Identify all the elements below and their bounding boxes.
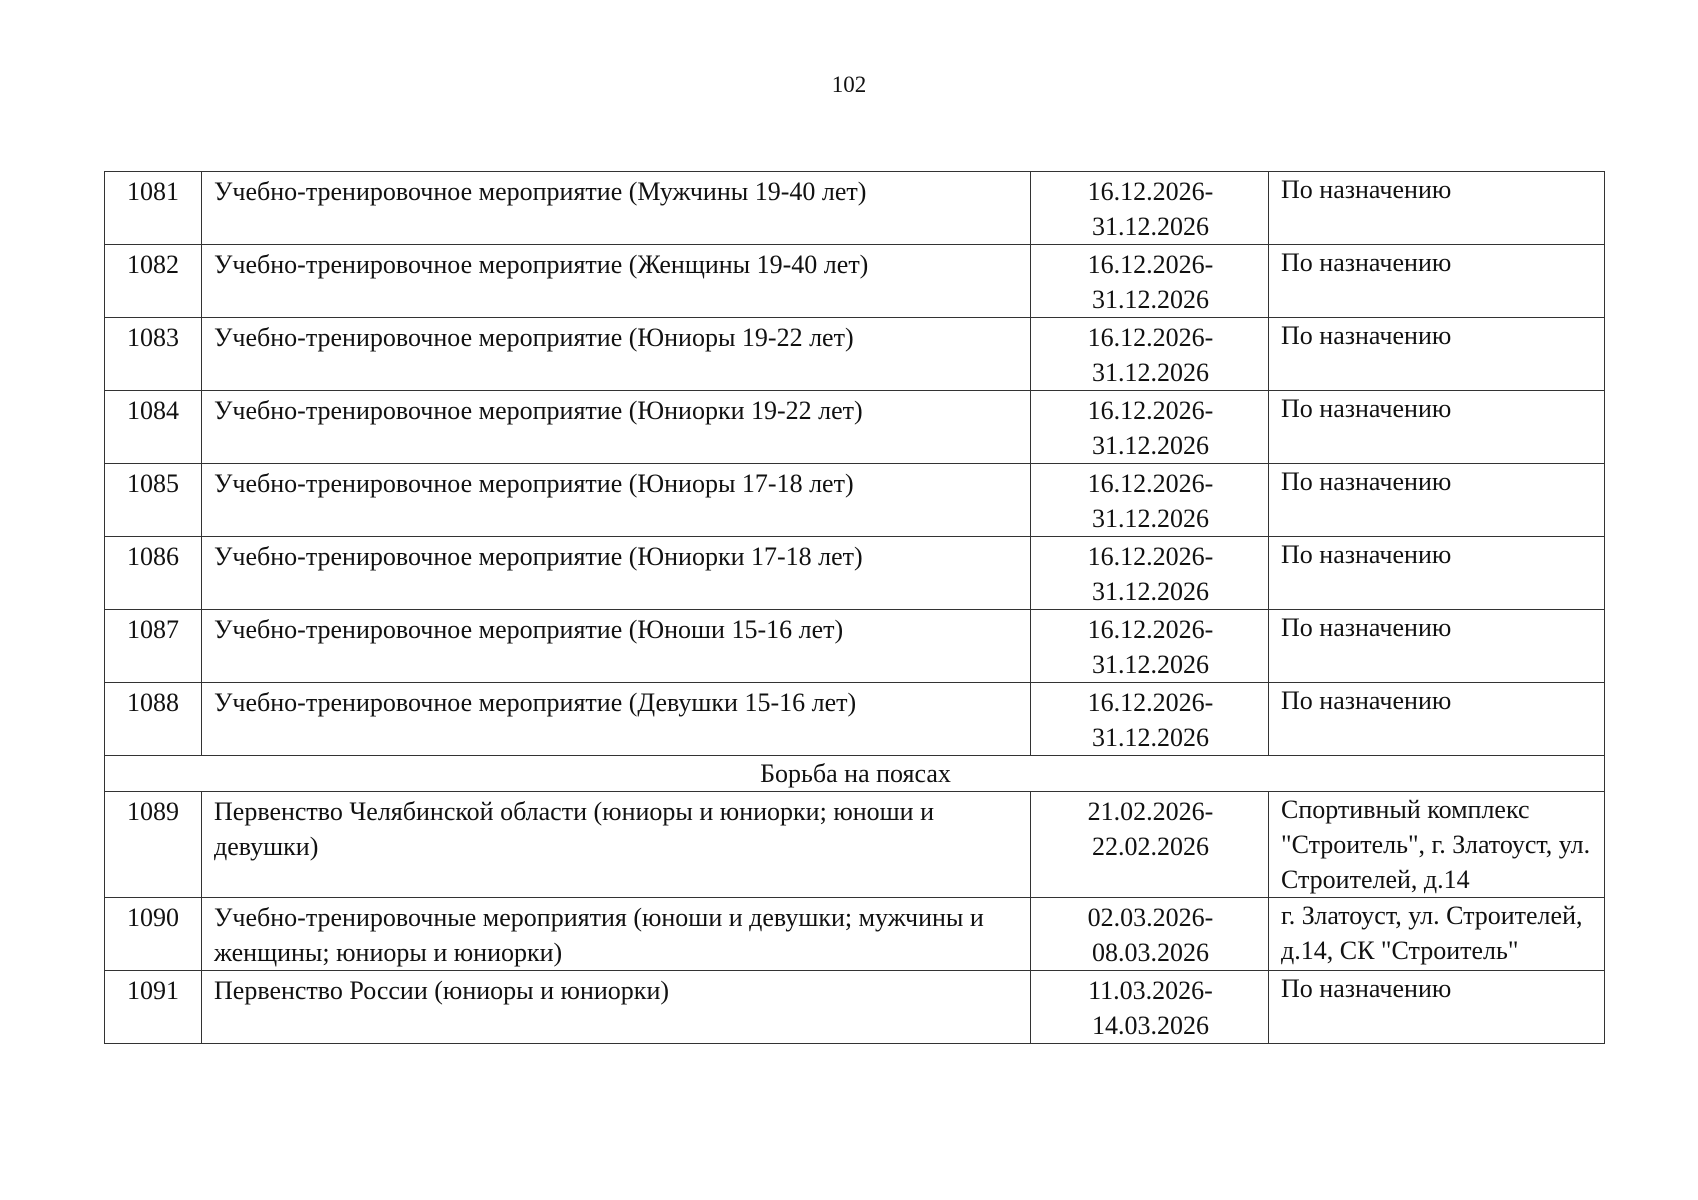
event-dates — [1031, 537, 1269, 610]
page-number: 102 — [831, 72, 867, 97]
event-name: Учебно-тренировочное мероприятие (Юниоры 19-22 лет) — [202, 318, 1031, 391]
table-row — [105, 464, 1605, 537]
event-dates — [1031, 318, 1269, 391]
table-row — [105, 610, 1605, 683]
date-end: 31.12.2026 — [1092, 577, 1209, 606]
section-title: Борьба на поясах — [105, 756, 1605, 792]
table-row — [105, 391, 1605, 464]
date-start: 16.12.2026- — [1087, 250, 1214, 279]
event-number: 1084 — [105, 391, 202, 464]
event-name: Учебно-тренировочное мероприятие (Мужчины 19-40 лет) — [202, 172, 1031, 245]
event-dates — [1031, 610, 1269, 683]
date-end: 31.12.2026 — [1092, 723, 1209, 752]
event-place: По назначению — [1269, 971, 1605, 1044]
event-name: Первенство Челябинской области (юниоры и юниорки; юноши и девушки) — [202, 792, 1031, 898]
event-dates — [1031, 792, 1269, 898]
table-row — [105, 971, 1605, 1044]
event-dates — [1031, 172, 1269, 245]
table-row — [105, 898, 1605, 971]
event-place: По назначению — [1269, 172, 1605, 245]
event-dates — [1031, 464, 1269, 537]
date-start: 11.03.2026- — [1088, 976, 1213, 1005]
event-place: По назначению — [1269, 391, 1605, 464]
date-end: 31.12.2026 — [1092, 431, 1209, 460]
event-place: По назначению — [1269, 610, 1605, 683]
event-number: 1090 — [105, 898, 202, 971]
date-start: 21.02.2026- — [1087, 797, 1214, 826]
event-dates — [1031, 245, 1269, 318]
event-name: Учебно-тренировочное мероприятие (Юноши 15-16 лет) — [202, 610, 1031, 683]
event-place: г. Златоуст, ул. Строителей, д.14, СК "Строитель" — [1269, 898, 1605, 971]
event-place: По назначению — [1269, 245, 1605, 318]
date-start: 16.12.2026- — [1087, 615, 1214, 644]
table-row — [105, 683, 1605, 756]
date-start: 02.03.2026- — [1087, 903, 1214, 932]
event-name: Учебно-тренировочное мероприятие (Юниоры 17-18 лет) — [202, 464, 1031, 537]
table-row — [105, 318, 1605, 391]
event-number: 1082 — [105, 245, 202, 318]
date-end: 31.12.2026 — [1092, 358, 1209, 387]
event-name: Первенство России (юниоры и юниорки) — [202, 971, 1031, 1044]
event-number: 1087 — [105, 610, 202, 683]
event-name: Учебно-тренировочное мероприятие (Девушки 15-16 лет) — [202, 683, 1031, 756]
table-row — [105, 537, 1605, 610]
event-dates — [1031, 971, 1269, 1044]
events-table — [104, 171, 1605, 1044]
date-end: 31.12.2026 — [1092, 212, 1209, 241]
event-dates — [1031, 898, 1269, 971]
event-name: Учебно-тренировочное мероприятие (Женщины 19-40 лет) — [202, 245, 1031, 318]
event-place: Спортивный комплекс "Строитель", г. Златоуст, ул. Строителей, д.14 — [1269, 792, 1605, 898]
event-place: По назначению — [1269, 464, 1605, 537]
event-dates — [1031, 683, 1269, 756]
event-number: 1088 — [105, 683, 202, 756]
date-start: 16.12.2026- — [1087, 542, 1214, 571]
event-number: 1086 — [105, 537, 202, 610]
date-end: 31.12.2026 — [1092, 650, 1209, 679]
event-place: По назначению — [1269, 318, 1605, 391]
event-name: Учебно-тренировочное мероприятие (Юниорки 17-18 лет) — [202, 537, 1031, 610]
event-place: По назначению — [1269, 683, 1605, 756]
event-number: 1089 — [105, 792, 202, 898]
date-start: 16.12.2026- — [1087, 688, 1214, 717]
date-end: 22.02.2026 — [1092, 832, 1209, 861]
date-end: 08.03.2026 — [1092, 938, 1209, 967]
event-name: Учебно-тренировочное мероприятие (Юниорки 19-22 лет) — [202, 391, 1031, 464]
event-number: 1083 — [105, 318, 202, 391]
event-name: Учебно-тренировочные мероприятия (юноши и девушки; мужчины и женщины; юниоры и юниорки) — [202, 898, 1031, 971]
date-start: 16.12.2026- — [1087, 177, 1214, 206]
event-number: 1091 — [105, 971, 202, 1044]
date-start: 16.12.2026- — [1087, 469, 1214, 498]
section-header-row — [105, 756, 1605, 792]
date-start: 16.12.2026- — [1087, 323, 1214, 352]
table-row — [105, 792, 1605, 898]
date-end: 31.12.2026 — [1092, 285, 1209, 314]
date-end: 31.12.2026 — [1092, 504, 1209, 533]
event-number: 1085 — [105, 464, 202, 537]
date-start: 16.12.2026- — [1087, 396, 1214, 425]
table-row — [105, 172, 1605, 245]
table-row — [105, 245, 1605, 318]
event-dates — [1031, 391, 1269, 464]
date-end: 14.03.2026 — [1092, 1011, 1209, 1040]
event-place: По назначению — [1269, 537, 1605, 610]
event-number: 1081 — [105, 172, 202, 245]
